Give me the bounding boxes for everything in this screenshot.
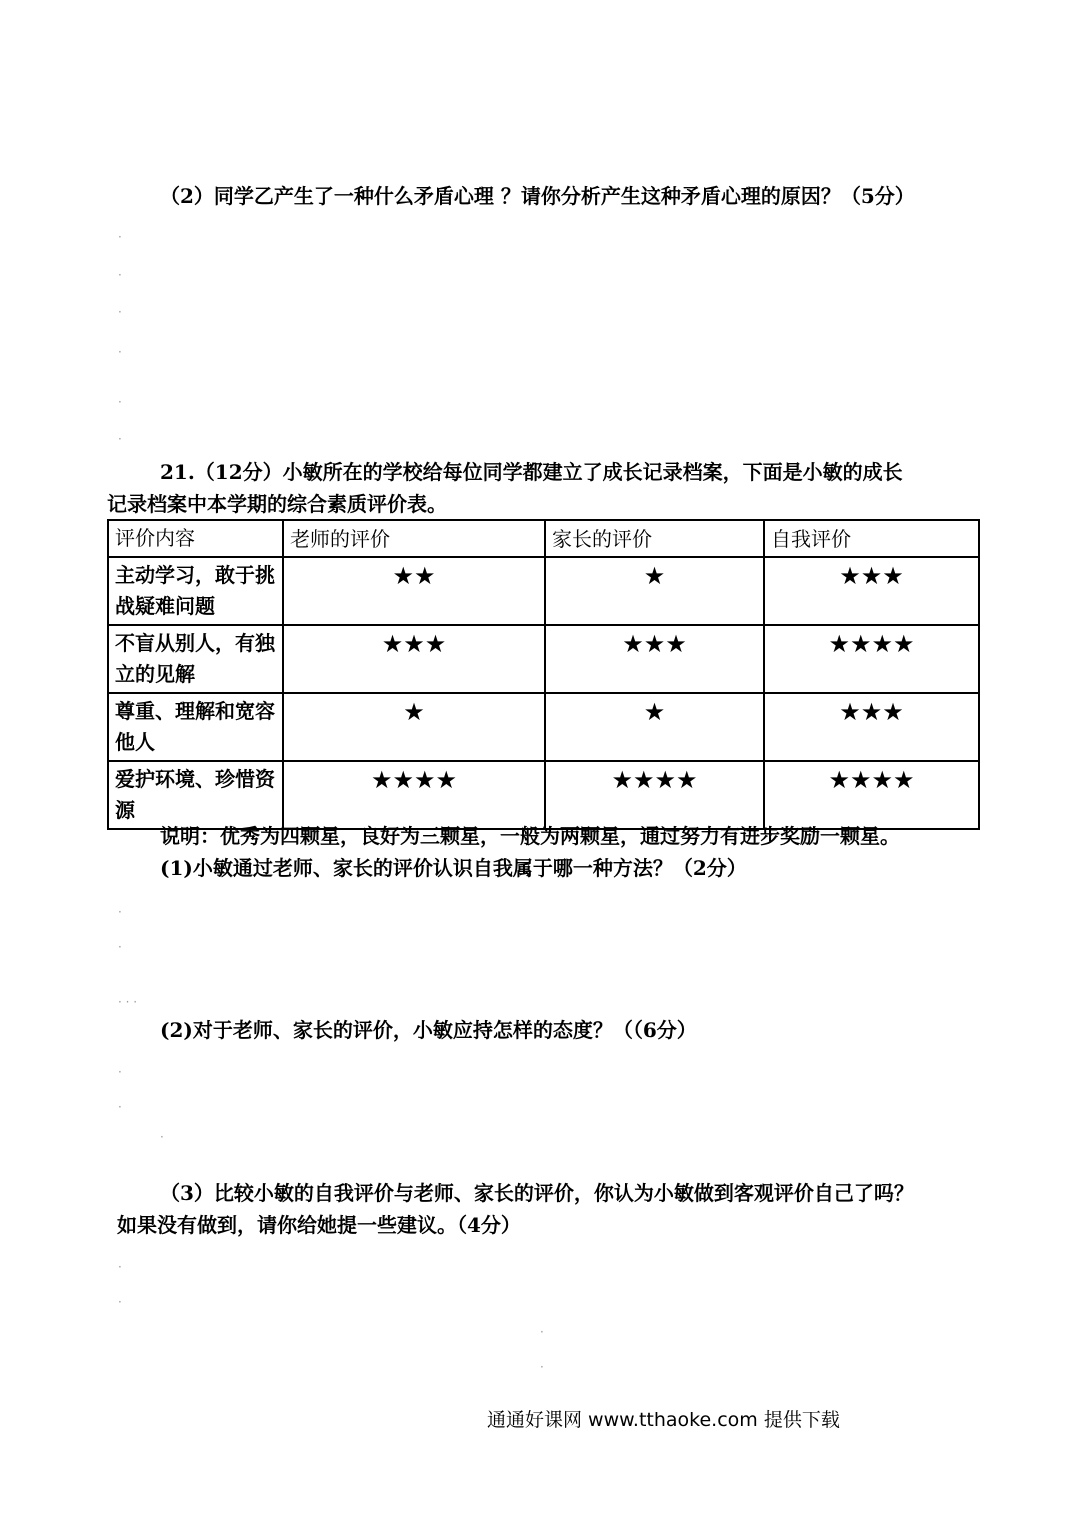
table-row: [108, 625, 979, 693]
question-21-part-2: (2)对于老师、家长的评价，小敏应持怎样的态度？（（6分）: [160, 1018, 697, 1042]
table-header-row: [108, 520, 979, 557]
footer-source: 通通好课网 www.tthaoke.com 提供下载: [487, 1409, 840, 1431]
parent-rating: ★★★★: [545, 761, 764, 829]
table-row: [108, 761, 979, 829]
scan-dot: ·: [540, 1325, 544, 1339]
parent-rating: ★: [545, 557, 764, 625]
row-label: 爱护环境、珍惜资源: [108, 761, 283, 829]
question-20-part-2: （2）同学乙产生了一种什么矛盾心理 ？请你分析产生这种矛盾心理的原因？（5分）: [160, 184, 915, 208]
question-21-intro-line-1: 21.（12分）小敏所在的学校给每位同学都建立了成长记录档案，下面是小敏的成长: [160, 460, 903, 484]
parent-rating: ★: [545, 693, 764, 761]
teacher-rating: ★★★: [283, 625, 545, 693]
self-rating: ★★★: [764, 693, 979, 761]
scan-dot: ·: [118, 905, 122, 919]
teacher-rating: ★: [283, 693, 545, 761]
scan-dot: ·: [118, 345, 122, 359]
scan-dot: ·: [118, 432, 122, 446]
rating-note: 说明：优秀为四颗星，良好为三颗星，一般为两颗星，通过努力有进步奖励一颗星。: [160, 824, 900, 848]
teacher-rating: ★★★★: [283, 761, 545, 829]
self-rating: ★★★★: [764, 625, 979, 693]
table-row: [108, 693, 979, 761]
header-cell: 自我评价: [764, 520, 979, 557]
scan-dot: ·: [540, 1360, 544, 1374]
scan-dot: ·: [118, 1260, 122, 1274]
question-21-part-3-line-2: 如果没有做到，请你给她提一些建议。（4分）: [117, 1213, 521, 1237]
scan-dot: ·: [160, 1130, 164, 1144]
scan-dot: ·: [118, 230, 122, 244]
scan-dot: ·: [118, 1065, 122, 1079]
scan-dot: ·: [118, 1100, 122, 1114]
question-21-part-3-line-1: （3）比较小敏的自我评价与老师、家长的评价，你认为小敏做到客观评价自己了吗？: [160, 1181, 914, 1205]
self-rating: ★★★: [764, 557, 979, 625]
parent-rating: ★★★: [545, 625, 764, 693]
row-label: 尊重、理解和宽容他人: [108, 693, 283, 761]
scan-dot: ·: [118, 1295, 122, 1309]
scan-dot: ·: [118, 268, 122, 282]
question-21-intro-line-2: 记录档案中本学期的综合素质评价表。: [107, 492, 447, 516]
header-cell: 老师的评价: [283, 520, 545, 557]
header-cell: 家长的评价: [545, 520, 764, 557]
scan-dot: · · ·: [118, 995, 138, 1009]
self-rating: ★★★★: [764, 761, 979, 829]
evaluation-table: [107, 519, 980, 830]
scan-dot: ·: [118, 395, 122, 409]
row-label: 不盲从别人，有独立的见解: [108, 625, 283, 693]
table-row: [108, 557, 979, 625]
scan-dot: ·: [118, 940, 122, 954]
question-21-part-1: (1)小敏通过老师、家长的评价认识自我属于哪一种方法？（2分）: [160, 856, 747, 880]
header-cell: 评价内容: [108, 520, 283, 557]
teacher-rating: ★★: [283, 557, 545, 625]
row-label: 主动学习，敢于挑战疑难问题: [108, 557, 283, 625]
scan-dot: ·: [118, 305, 122, 319]
